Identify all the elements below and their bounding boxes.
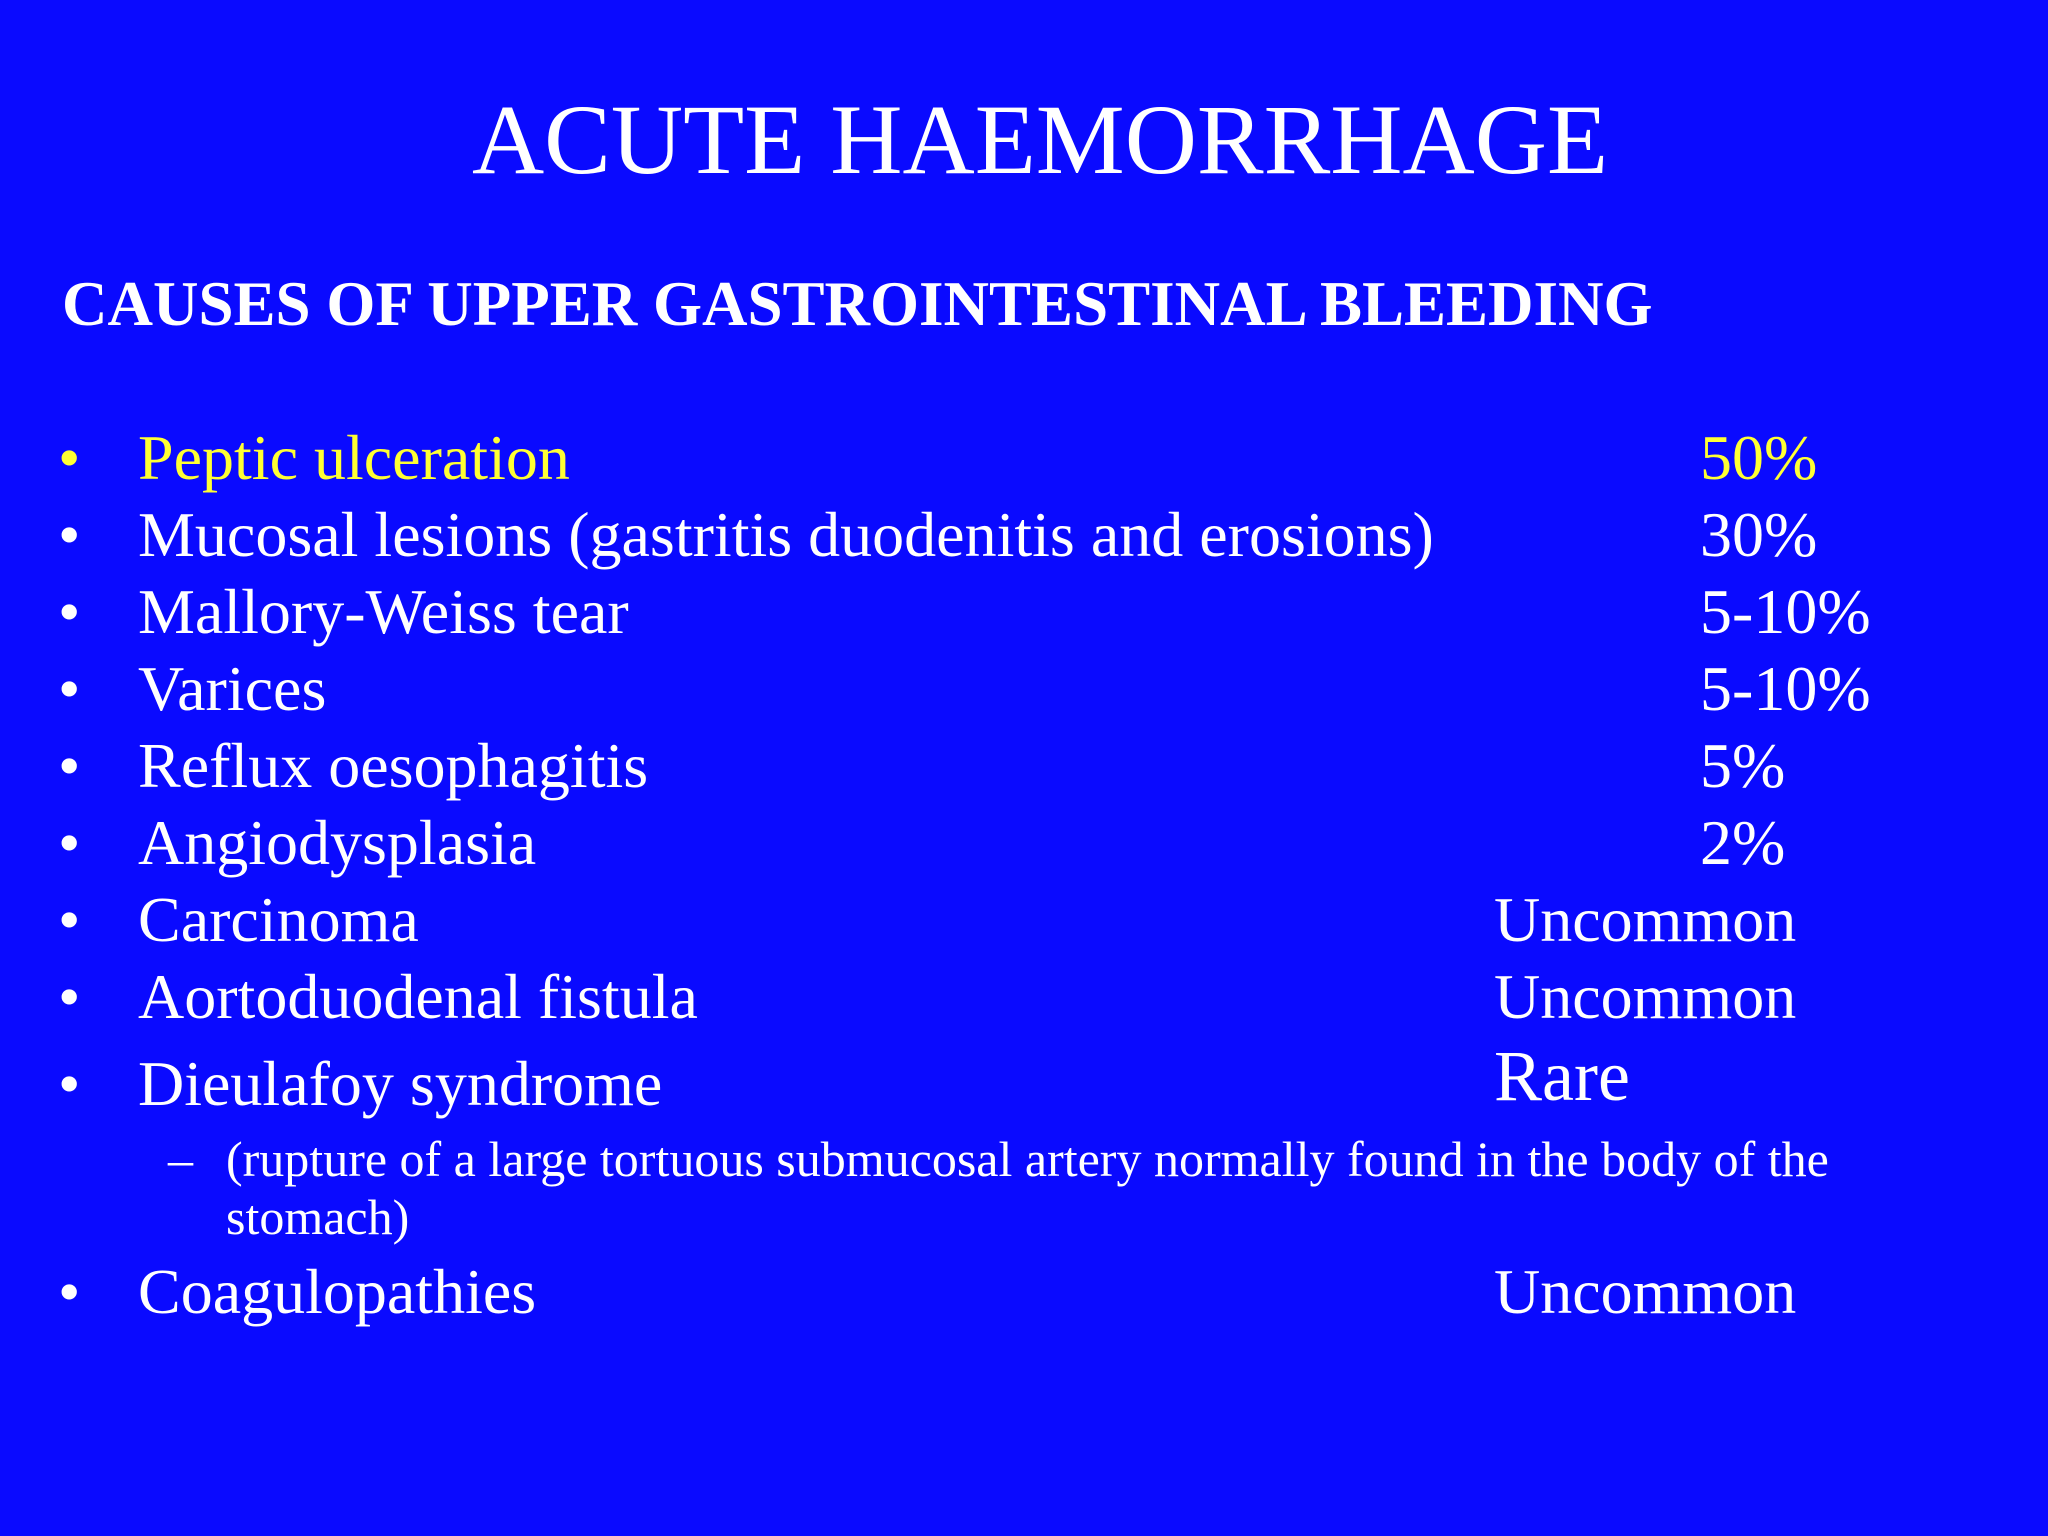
bullet-icon: • xyxy=(58,884,81,955)
list-item xyxy=(0,959,2048,1035)
bullet-icon: • xyxy=(58,961,81,1032)
bullet-icon: • xyxy=(58,807,81,878)
cause-label: Coagulopathies xyxy=(138,1256,537,1327)
cause-frequency: 2% xyxy=(1700,807,1786,878)
bullet-icon: • xyxy=(58,422,81,493)
list-item xyxy=(0,1254,2048,1330)
cause-frequency: Uncommon xyxy=(1494,1256,1797,1327)
sub-bullet-dash: – xyxy=(168,1131,193,1187)
cause-label: Aortoduodenal fistula xyxy=(138,961,698,1032)
list-item xyxy=(0,1036,2048,1122)
list-item xyxy=(0,651,2048,727)
bullet-icon: • xyxy=(58,1048,81,1119)
list-item xyxy=(0,420,2048,496)
list-item xyxy=(0,728,2048,804)
cause-frequency: Uncommon xyxy=(1494,961,1797,1032)
cause-label: Reflux oesophagitis xyxy=(138,730,649,801)
cause-label: Angiodysplasia xyxy=(138,807,537,878)
cause-frequency: 5-10% xyxy=(1700,653,1871,724)
cause-frequency: 30% xyxy=(1700,499,1818,570)
slide-title: ACUTE HAEMORRHAGE xyxy=(471,84,1609,195)
bullet-icon: • xyxy=(58,1256,81,1327)
cause-label: Mallory-Weiss tear xyxy=(138,576,629,647)
list-item xyxy=(0,574,2048,650)
cause-frequency: Rare xyxy=(1494,1036,1630,1116)
bullet-icon: • xyxy=(58,576,81,647)
cause-frequency: Uncommon xyxy=(1494,884,1797,955)
cause-label: Mucosal lesions (gastritis duodenitis and erosions) xyxy=(138,499,1434,570)
cause-label: Dieulafoy syndrome xyxy=(138,1048,663,1119)
list-item xyxy=(0,805,2048,881)
dieulafoy-note: (rupture of a large tortuous submucosal artery normally found in the body of the stomach) xyxy=(226,1131,1829,1245)
cause-frequency: 5-10% xyxy=(1700,576,1871,647)
bullet-icon: • xyxy=(58,653,81,724)
cause-frequency: 50% xyxy=(1700,422,1818,493)
bullet-icon: • xyxy=(58,730,81,801)
slide-subtitle: CAUSES OF UPPER GASTROINTESTINAL BLEEDING xyxy=(62,269,1653,339)
list-item xyxy=(0,882,2048,958)
cause-label: Carcinoma xyxy=(138,884,419,955)
cause-label: Peptic ulceration xyxy=(138,422,570,493)
cause-label: Varices xyxy=(138,653,327,724)
bullet-icon: • xyxy=(58,499,81,570)
list-item xyxy=(0,497,2048,573)
cause-frequency: 5% xyxy=(1700,730,1786,801)
